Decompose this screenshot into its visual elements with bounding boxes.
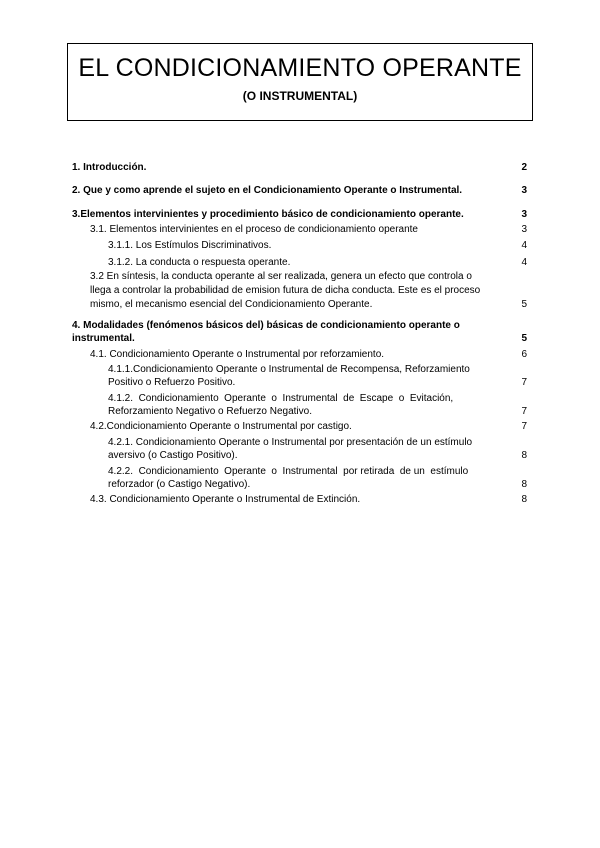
toc-entry-line: llega a controlar la probabilidad de emision futura de dicha conducta. Este es el proceso xyxy=(90,285,481,296)
toc-entry-4-2-1[interactable] xyxy=(108,436,527,464)
toc-entry-text: 4.2.Condicionamiento Operante o Instrumental por castigo. xyxy=(90,421,352,432)
toc-entry-line: 4.1.1.Condicionamiento Operante o Instrumental de Recompensa, Reforzamiento xyxy=(108,364,470,375)
toc-page-number: 8 xyxy=(521,479,527,490)
toc-page-number: 5 xyxy=(521,333,527,344)
toc-entry-line: reforzador (o Castigo Negativo). xyxy=(108,479,251,490)
toc-entry-text: 3.1. Elementos intervinientes en el proceso de condicionamiento operante xyxy=(90,224,418,235)
toc-entry-line: aversivo (o Castigo Positivo). xyxy=(108,450,238,461)
toc-page-number: 7 xyxy=(521,377,527,388)
toc-page-number: 7 xyxy=(521,406,527,417)
toc-page-number: 4 xyxy=(521,257,527,268)
toc-entry-4-1-1[interactable] xyxy=(108,363,527,391)
toc-entry-4-1-2[interactable] xyxy=(108,392,527,420)
toc-entry-text: 4.1. Condicionamiento Operante o Instrumental por reforzamiento. xyxy=(90,349,385,360)
toc-page-number: 7 xyxy=(521,421,527,432)
toc-entry-line: 4. Modalidades (fenómenos básicos del) básicas de condicionamiento operante o xyxy=(72,320,460,331)
toc-entry-line: Reforzamiento Negativo o Refuerzo Negativo. xyxy=(108,406,312,417)
toc-entry-line: instrumental. xyxy=(72,333,135,344)
page-title: EL CONDICIONAMIENTO OPERANTE xyxy=(78,54,522,82)
toc-entry-line: 3.2 En síntesis, la conducta operante al ser realizada, genera un efecto que controla o xyxy=(90,271,472,282)
title-box xyxy=(67,43,533,121)
toc-entry-line: 4.2.2. Condicionamiento Operante o Instrumental por retirada de un estímulo xyxy=(108,466,469,477)
toc-page-number: 3 xyxy=(521,185,527,196)
toc-page-number: 8 xyxy=(521,494,527,505)
toc-entry-text: 2. Que y como aprende el sujeto en el Condicionamiento Operante o Instrumental. xyxy=(72,185,463,196)
toc-entry-line: mismo, el mecanismo esencial del Condicionamiento Operante. xyxy=(90,299,373,310)
toc-entry-text: 3.1.1. Los Estímulos Discriminativos. xyxy=(108,240,272,251)
toc-page-number: 2 xyxy=(521,162,527,173)
toc-entry-text: 3.1.2. La conducta o respuesta operante. xyxy=(108,257,291,268)
toc-page-number: 3 xyxy=(521,224,527,235)
toc-entry-4[interactable] xyxy=(72,319,527,347)
toc-page-number: 8 xyxy=(521,450,527,461)
toc-entry-line: 4.1.2. Condicionamiento Operante o Instrumental de Escape o Evitación, xyxy=(108,393,454,404)
toc-entry-text: 3.Elementos intervinientes y procedimiento básico de condicionamiento operante. xyxy=(72,209,464,220)
toc-entry-text: 4.3. Condicionamiento Operante o Instrumental de Extinción. xyxy=(90,494,361,505)
toc-page-number: 5 xyxy=(521,299,527,310)
toc-entry-4-2-2[interactable] xyxy=(108,465,527,493)
toc-page-number: 4 xyxy=(521,240,527,251)
toc-page-number: 6 xyxy=(521,349,527,360)
toc-entry-line: 4.2.1. Condicionamiento Operante o Instrumental por presentación de un estímulo xyxy=(108,437,473,448)
toc-entry-line: Positivo o Refuerzo Positivo. xyxy=(108,377,236,388)
toc-entry-text: 1. Introducción. xyxy=(72,162,147,173)
toc-entry-3-2[interactable] xyxy=(90,270,527,312)
toc-page-number: 3 xyxy=(521,209,527,220)
page-subtitle: (O INSTRUMENTAL) xyxy=(242,89,358,103)
